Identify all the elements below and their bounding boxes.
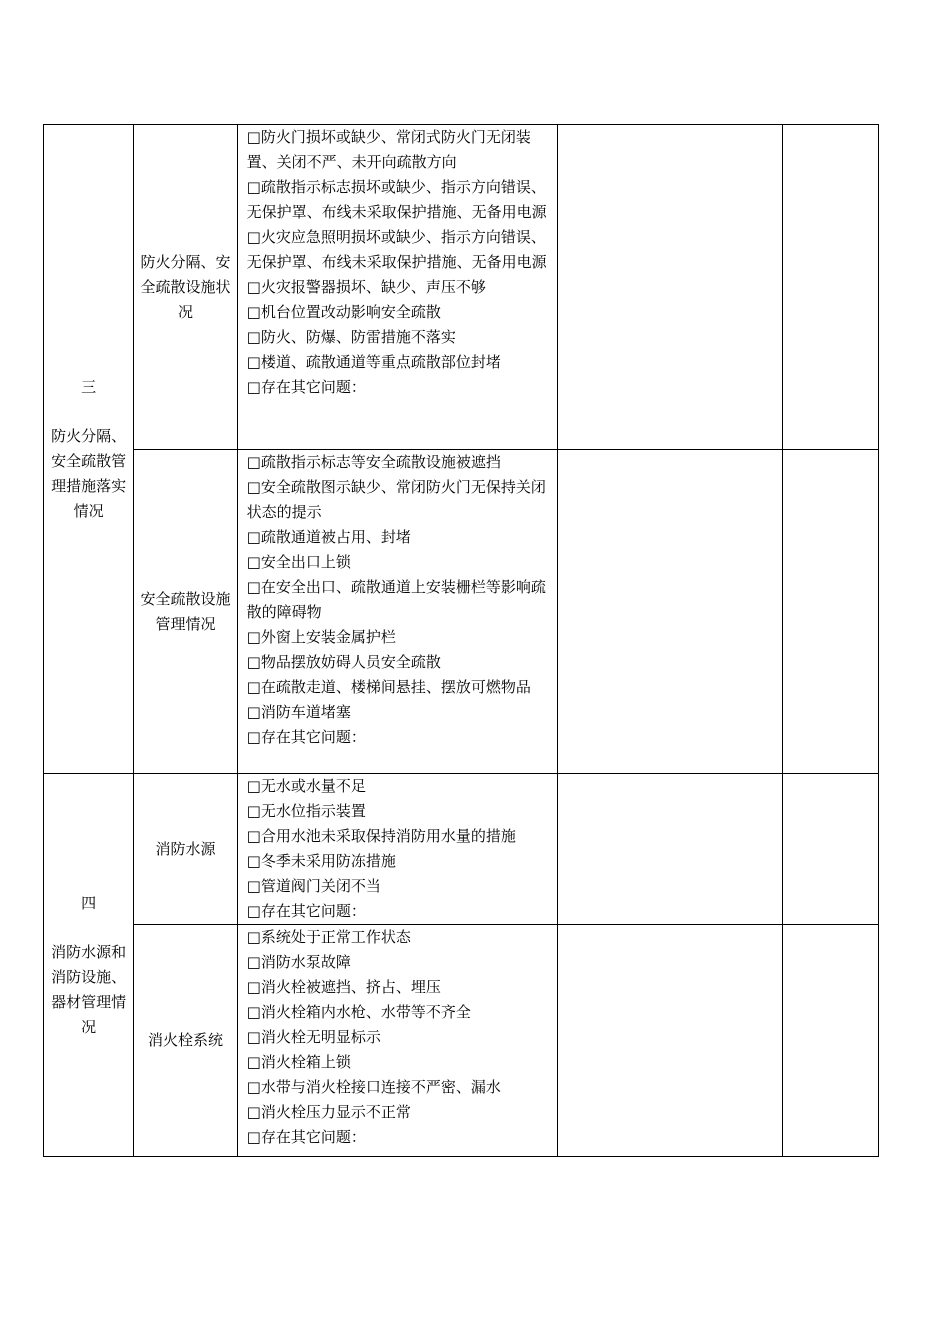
section-title: 防火分隔、安全疏散管理措施落实情况 bbox=[51, 426, 127, 520]
check-item[interactable]: □消防水泵故障 bbox=[246, 953, 351, 971]
check-item[interactable]: □防火门损坏或缺少、常闭式防火门无闭装置、关闭不严、未开向疏散方向 bbox=[246, 128, 531, 171]
result-cell[interactable] bbox=[557, 774, 782, 925]
table-row bbox=[44, 925, 879, 1157]
check-item[interactable]: □安全出口上锁 bbox=[246, 553, 351, 571]
table-row bbox=[44, 125, 879, 450]
check-item[interactable]: □消火栓被遮挡、挤占、埋压 bbox=[246, 978, 441, 996]
check-items bbox=[237, 450, 557, 774]
remark-cell[interactable] bbox=[782, 450, 878, 774]
check-item[interactable]: □管道阀门关闭不当 bbox=[246, 877, 381, 895]
remark-cell[interactable] bbox=[782, 125, 878, 450]
check-item[interactable]: □疏散指示标志等安全疏散设施被遮挡 bbox=[246, 453, 501, 471]
check-item[interactable]: □无水或水量不足 bbox=[246, 777, 366, 795]
check-item[interactable]: □消火栓箱内水枪、水带等不齐全 bbox=[246, 1003, 471, 1021]
category-label: 防火分隔、安全疏散设施状况 bbox=[134, 125, 237, 450]
section-cell bbox=[44, 774, 134, 1157]
check-item[interactable]: □消防车道堵塞 bbox=[246, 703, 351, 721]
check-item[interactable]: □存在其它问题： bbox=[246, 902, 366, 920]
check-item[interactable]: □物品摆放妨碍人员安全疏散 bbox=[246, 653, 441, 671]
check-items bbox=[237, 925, 557, 1157]
check-item[interactable]: □存在其它问题： bbox=[246, 378, 366, 396]
check-item[interactable]: □防火、防爆、防雷措施不落实 bbox=[246, 328, 456, 346]
check-item[interactable]: □存在其它问题： bbox=[246, 728, 366, 746]
check-items bbox=[237, 125, 557, 450]
check-item[interactable]: □消火栓箱上锁 bbox=[246, 1053, 351, 1071]
category-label: 消防水源 bbox=[134, 774, 237, 925]
check-item[interactable]: □机台位置改动影响安全疏散 bbox=[246, 303, 441, 321]
check-item[interactable]: □冬季未采用防冻措施 bbox=[246, 852, 396, 870]
section-number: 四 bbox=[81, 893, 97, 912]
check-item[interactable]: □楼道、疏散通道等重点疏散部位封堵 bbox=[246, 353, 501, 371]
check-item[interactable]: □外窗上安装金属护栏 bbox=[246, 628, 396, 646]
result-cell[interactable] bbox=[557, 925, 782, 1157]
table-row bbox=[44, 774, 879, 925]
inspection-table bbox=[43, 124, 879, 1157]
check-item[interactable]: □水带与消火栓接口连接不严密、漏水 bbox=[246, 1078, 501, 1096]
remark-cell[interactable] bbox=[782, 774, 878, 925]
section-cell bbox=[44, 125, 134, 774]
check-item[interactable]: □无水位指示装置 bbox=[246, 802, 366, 820]
check-item[interactable]: □存在其它问题： bbox=[246, 1128, 366, 1146]
check-item[interactable]: □火灾报警器损坏、缺少、声压不够 bbox=[246, 278, 486, 296]
check-item[interactable]: □在安全出口、疏散通道上安装栅栏等影响疏散的障碍物 bbox=[246, 578, 546, 621]
category-label: 安全疏散设施管理情况 bbox=[134, 450, 237, 774]
table-row bbox=[44, 450, 879, 774]
check-item[interactable]: □系统处于正常工作状态 bbox=[246, 928, 411, 946]
check-item[interactable]: □合用水池未采取保持消防用水量的措施 bbox=[246, 827, 516, 845]
check-item[interactable]: □疏散通道被占用、封堵 bbox=[246, 528, 411, 546]
check-item[interactable]: □火灾应急照明损坏或缺少、指示方向错误、无保护罩、布线未采取保护措施、无备用电源 bbox=[246, 228, 547, 271]
check-item[interactable]: □安全疏散图示缺少、常闭防火门无保持关闭状态的提示 bbox=[246, 478, 546, 521]
check-items bbox=[237, 774, 557, 925]
result-cell[interactable] bbox=[557, 450, 782, 774]
check-item[interactable]: □在疏散走道、楼梯间悬挂、摆放可燃物品 bbox=[246, 678, 531, 696]
check-item[interactable]: □疏散指示标志损坏或缺少、指示方向错误、无保护罩、布线未采取保护措施、无备用电源 bbox=[246, 178, 547, 221]
check-item[interactable]: □消火栓无明显标示 bbox=[246, 1028, 381, 1046]
check-item[interactable]: □消火栓压力显示不正常 bbox=[246, 1103, 411, 1121]
result-cell[interactable] bbox=[557, 125, 782, 450]
section-number: 三 bbox=[81, 377, 97, 396]
section-title: 消防水源和消防设施、器材管理情况 bbox=[51, 942, 127, 1036]
remark-cell[interactable] bbox=[782, 925, 878, 1157]
category-label: 消火栓系统 bbox=[134, 925, 237, 1157]
